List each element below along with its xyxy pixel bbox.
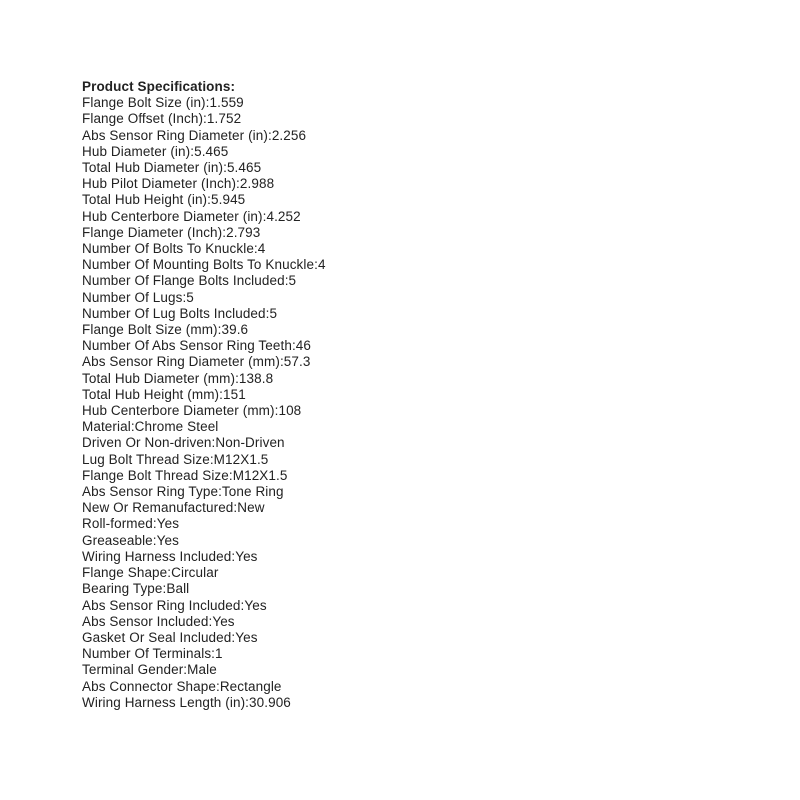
product-spec-sheet — [82, 79, 326, 711]
spec-line: Number Of Mounting Bolts To Knuckle:4 — [82, 257, 326, 273]
spec-line: Hub Pilot Diameter (Inch):2.988 — [82, 176, 275, 192]
spec-line: Total Hub Diameter (in):5.465 — [82, 160, 262, 176]
spec-line: Flange Shape:Circular — [82, 565, 219, 581]
spec-line: Hub Centerbore Diameter (in):4.252 — [82, 208, 301, 224]
spec-line: Driven Or Non-driven:Non-Driven — [82, 435, 285, 451]
spec-line: Total Hub Height (mm):151 — [82, 386, 246, 402]
spec-line: Number Of Terminals:1 — [82, 646, 223, 662]
spec-line: Terminal Gender:Male — [82, 662, 217, 678]
spec-line: Flange Bolt Size (in):1.559 — [82, 95, 244, 111]
spec-line: New Or Remanufactured:New — [82, 500, 265, 516]
spec-line: Total Hub Diameter (mm):138.8 — [82, 370, 274, 386]
spec-line: Number Of Lugs:5 — [82, 289, 194, 305]
spec-line: Abs Sensor Ring Included:Yes — [82, 597, 267, 613]
spec-line: Material:Chrome Steel — [82, 419, 219, 435]
spec-line: Wiring Harness Included:Yes — [82, 548, 258, 564]
spec-line: Abs Sensor Ring Type:Tone Ring — [82, 484, 284, 500]
spec-line: Number Of Lug Bolts Included:5 — [82, 305, 278, 321]
spec-line: Greaseable:Yes — [82, 532, 179, 548]
spec-line: Number Of Abs Sensor Ring Teeth:46 — [82, 338, 312, 354]
spec-line: Wiring Harness Length (in):30.906 — [82, 694, 291, 710]
spec-line: Bearing Type:Ball — [82, 581, 190, 597]
spec-line: Hub Centerbore Diameter (mm):108 — [82, 403, 302, 419]
spec-sheet-title: Product Specifications: — [82, 79, 236, 94]
spec-line: Flange Diameter (Inch):2.793 — [82, 224, 261, 240]
spec-line: Number Of Bolts To Knuckle:4 — [82, 241, 266, 257]
spec-line: Abs Sensor Ring Diameter (mm):57.3 — [82, 354, 311, 370]
spec-line: Abs Sensor Ring Diameter (in):2.256 — [82, 127, 307, 143]
spec-line: Lug Bolt Thread Size:M12X1.5 — [82, 451, 269, 467]
spec-line: Total Hub Height (in):5.945 — [82, 192, 246, 208]
spec-line: Gasket Or Seal Included:Yes — [82, 629, 258, 645]
spec-lines — [82, 95, 326, 711]
spec-line: Flange Bolt Size (mm):39.6 — [82, 322, 249, 338]
spec-line: Hub Diameter (in):5.465 — [82, 143, 229, 159]
spec-line: Abs Sensor Included:Yes — [82, 613, 235, 629]
spec-line: Flange Bolt Thread Size:M12X1.5 — [82, 467, 288, 483]
spec-line: Roll-formed:Yes — [82, 516, 180, 532]
spec-line: Number Of Flange Bolts Included:5 — [82, 273, 297, 289]
spec-line: Flange Offset (Inch):1.752 — [82, 111, 242, 127]
spec-line: Abs Connector Shape:Rectangle — [82, 678, 282, 694]
